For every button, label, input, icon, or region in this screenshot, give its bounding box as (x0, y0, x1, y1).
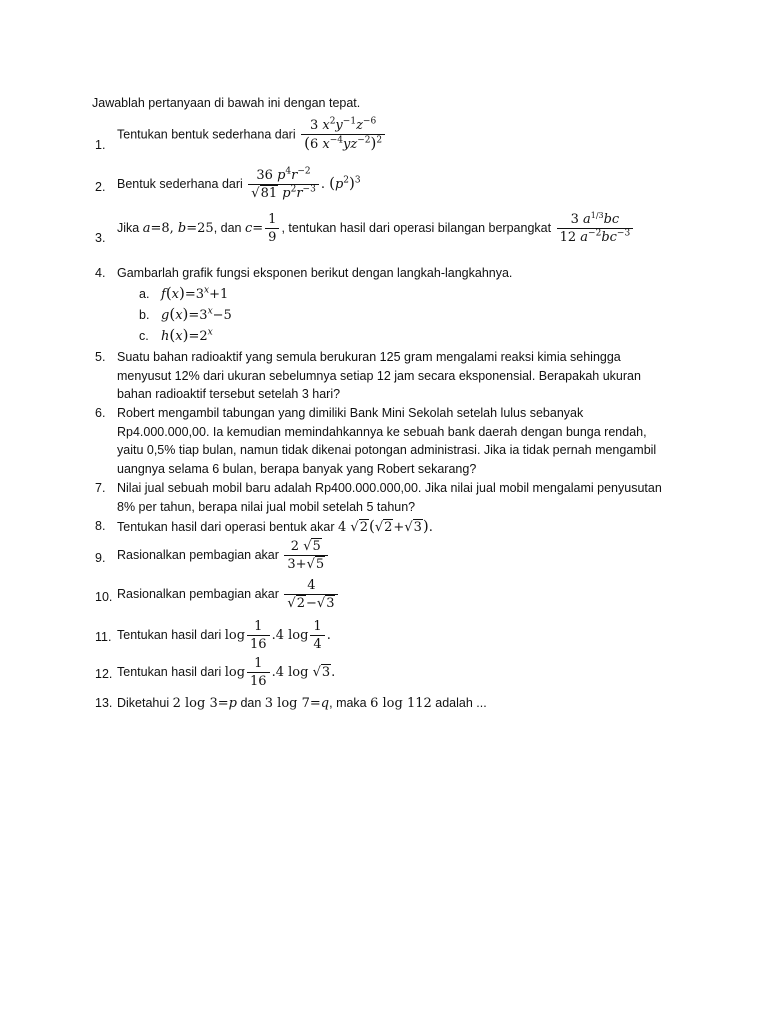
question-number: 8. (95, 519, 106, 533)
math-expression: 6 log 112 (370, 696, 432, 711)
question-line: yaitu 0,5% tiap bulan, namun tidak dikenai potongan administrasi. Jika ia tidak pernah mengambil (117, 443, 657, 457)
question-text: Rasionalkan pembagian akar (117, 586, 279, 601)
question-12: 12. Tentukan hasil dari log $\frac{1}{16}$ .4 log √3. (95, 656, 336, 689)
question-9 (95, 539, 675, 572)
question-line: Rp4.000.000,00. Ia kemudian memindahkannya ke sebuah bank daerah dengan bunga rendah, (117, 424, 647, 439)
math-expression: 4 √2(√2+√3). (337, 517, 433, 535)
question-text: Diketahui (117, 696, 170, 710)
sub-letter: a. (139, 287, 150, 301)
question-number: 5. (95, 350, 106, 364)
question-number: 3. (95, 231, 106, 245)
question-text: Jika (117, 220, 140, 235)
question-8 (95, 517, 675, 538)
question-text: Tentukan hasil dari operasi bentuk akar (117, 520, 335, 534)
math-fraction: $\frac{4}{√2-√3}$ (284, 578, 338, 611)
question-text: Tentukan hasil dari (117, 627, 222, 642)
question-text: Tentukan bentuk sederhana dari (117, 127, 296, 142)
question-2: 2. Bentuk sederhana dari $\frac{36 p^4r^{-2}}{√81 p^2r^{-3}}$ . $(p^2)^3$ (95, 166, 361, 201)
math-expression: log (224, 627, 246, 643)
question-line: uangnya selama 6 bulan, berapa banyak yang Robert sekarang? (117, 461, 477, 476)
math-expression: log (224, 664, 246, 680)
math-fraction: $\frac{36 p^4r^{-2}}{√81 p^2r^{-3}}$ (248, 168, 319, 201)
math-fraction: $\frac{1}{16}$ (247, 619, 270, 652)
math-fraction: $\frac{2 √5}{3+√5}$ (284, 539, 328, 572)
question-line: 8% per tahun, berapa nilai jual mobil setelah 5 tahun? (117, 499, 416, 514)
question-11: 11. Tentukan hasil dari log $\frac{1}{16}$ .4 log $\frac{1}{4}$ . (95, 619, 331, 652)
sub-letter: c. (139, 329, 149, 343)
sub-item-c: c. $h(x)=2^x$ (139, 326, 213, 344)
question-line: Robert mengambil tabungan yang dimiliki Bank Mini Sekolah setelah lulus sebanyak (117, 406, 584, 420)
math-fraction: $\frac{1}{9}$ (265, 212, 279, 245)
math-expression: c= (244, 220, 264, 236)
question-number: 2. (95, 180, 106, 194)
question-text: , dan (213, 220, 242, 235)
question-number: 7. (95, 481, 106, 495)
question-line: Nilai jual sebuah mobil baru adalah Rp400.000.000,00. Jika nilai jual mobil mengalami penyusutan (117, 481, 662, 495)
question-line: Suatu bahan radioaktif yang semula berukuran 125 gram mengalami reaksi kimia sehingga (117, 350, 621, 364)
sub-item-a: a. $f(x)=3^x+1$ (139, 284, 229, 302)
question-line: bahan radioaktif tersebut setelah 3 hari? (117, 387, 341, 401)
question-number: 12. (95, 667, 113, 681)
math-fraction: $\frac{1}{16}$ (247, 656, 270, 689)
question-10 (95, 578, 675, 611)
math-fraction: $\frac{1}{4}$ (310, 619, 324, 652)
math-fraction: $\frac{3 a^{1/3}bc}{12 a^{-2}bc^{-3}}$ (557, 212, 634, 245)
question-text: , maka (329, 696, 367, 710)
question-text: Gambarlah grafik fungsi eksponen berikut dengan langkah-langkahnya. (117, 266, 513, 280)
question-number: 4. (95, 266, 106, 280)
question-13 (95, 694, 675, 714)
question-4 (95, 264, 675, 283)
sub-item-b: b. $g(x)=3^x-5$ (139, 305, 232, 323)
question-number: 10. (95, 590, 113, 604)
question-number: 13. (95, 696, 113, 710)
question-number: 11. (95, 630, 112, 644)
math-expression: 3 log 7=q (264, 696, 330, 711)
question-text: dan (240, 696, 262, 710)
math-fraction: $\frac{3 x^2y^{-1}z^{-6}}{(6 x^{-4}yz^{-2})^2}$ (301, 118, 385, 152)
question-number: 6. (95, 406, 106, 420)
question-text: Tentukan hasil dari (117, 664, 222, 679)
question-number: 9. (95, 551, 106, 565)
question-text: Rasionalkan pembagian akar (117, 547, 279, 562)
sub-letter: b. (139, 308, 150, 322)
question-3 (95, 212, 675, 245)
question-text: Bentuk sederhana dari (117, 176, 243, 191)
question-text: , tentukan hasil dari operasi bilangan berpangkat (281, 220, 552, 235)
math-expression: 2 log 3=p (172, 696, 237, 711)
question-6 (95, 404, 675, 478)
math-expression: a=8, b=25 (142, 220, 214, 236)
question-line: menyusut 12% dari ukuran sebelumnya setiap 12 jam secara eksponensial. Berapakah ukuran (117, 368, 641, 383)
question-7 (95, 479, 675, 516)
question-1 (95, 118, 675, 152)
question-5 (95, 348, 675, 404)
question-number: 1. (95, 138, 106, 152)
intro-instruction: Jawablah pertanyaan di bawah ini dengan tepat. (92, 96, 361, 110)
question-text: adalah ... (435, 696, 487, 710)
